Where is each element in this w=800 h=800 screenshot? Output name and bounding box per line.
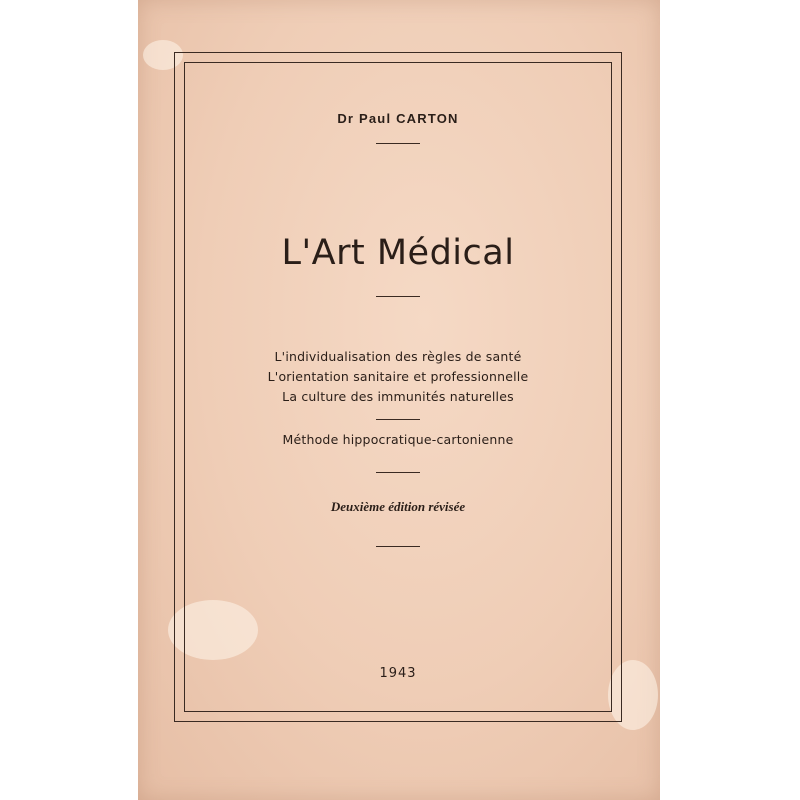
divider-rule [376,546,420,547]
divider-rule [376,472,420,473]
inner-border-frame [184,62,612,712]
divider-rule [376,296,420,297]
method-line: Méthode hippocratique-cartonienne [282,432,514,447]
book-title: L'Art Médical [281,233,515,273]
publication-year: 1943 [379,666,417,681]
edition-note: Deuxième édition révisée [330,499,466,514]
book-cover [138,0,660,800]
subtitle-line-1: L'individualisation des règles de santé [274,349,522,364]
divider-rule [376,419,420,420]
subtitle-line-3: La culture des immunités naturelles [282,389,514,404]
divider-rule [376,143,420,144]
subtitle-line-2: L'orientation sanitaire et professionnelle [267,369,529,384]
author-name: Dr Paul CARTON [337,111,459,126]
